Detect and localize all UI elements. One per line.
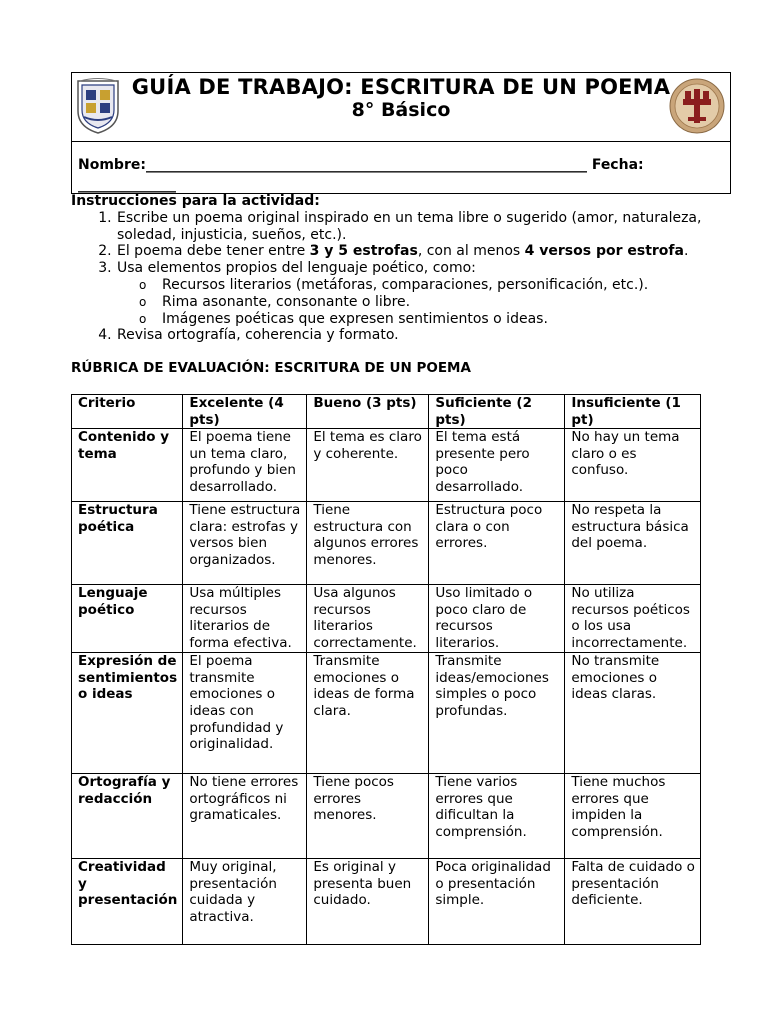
- criterion-cell: Creatividad y presentación: [72, 859, 183, 945]
- sub-item-3-text: Imágenes poéticas que expresen sentimientos o ideas.: [162, 310, 548, 327]
- table-row: [72, 429, 701, 502]
- rubric-table: [71, 394, 701, 945]
- header-cell: Criterio: [72, 395, 183, 429]
- table-row: [72, 585, 701, 653]
- rubric-cell: Poca originalidad o presentación simple.: [429, 859, 565, 945]
- sub-item-3: [139, 310, 731, 328]
- instruction-item-4: 4. Revisa ortografía, coherencia y formato.: [116, 327, 731, 344]
- rubric-cell: Transmite emociones o ideas de forma clara.: [307, 653, 429, 774]
- rubric-cell: No hay un tema claro o es confuso.: [565, 429, 701, 502]
- rubric-cell: No utiliza recursos poéticos o los usa incorrectamente.: [565, 585, 701, 653]
- rubric-cell: No transmite emociones o ideas claras.: [565, 653, 701, 774]
- rubric-cell: Uso limitado o poco claro de recursos literarios.: [429, 585, 565, 653]
- rubric-cell: Estructura poco clara o con errores.: [429, 502, 565, 585]
- instruction-item-1: 1. Escribe un poema original inspirado en un tema libre o sugerido (amor, naturaleza, soledad, injusticia, sueños, etc.).: [116, 210, 731, 244]
- rubric-cell: Usa múltiples recursos literarios de forma efectiva.: [183, 585, 307, 653]
- sub-item-2-text: Rima asonante, consonante o libre.: [162, 293, 411, 310]
- instruction-2-text-a: El poema debe tener entre: [117, 243, 310, 260]
- header-box: [71, 72, 731, 194]
- header-cell: Insuficiente (1 pt): [565, 395, 701, 429]
- instruction-item-3: [116, 260, 731, 327]
- rubric-cell: El poema transmite emociones o ideas con profundidad y originalidad.: [183, 653, 307, 774]
- rubric-cell: Tiene pocos errores menores.: [307, 774, 429, 859]
- table-row: [72, 859, 701, 945]
- rubric-cell: El tema es claro y coherente.: [307, 429, 429, 502]
- rubric-cell: El tema está presente pero poco desarrollado.: [429, 429, 565, 502]
- header-cell: Suficiente (2 pts): [429, 395, 565, 429]
- instruction-2-text-c: .: [683, 243, 689, 260]
- criterion-cell: Estructura poética: [72, 502, 183, 585]
- page-subtitle: 8° Básico: [351, 99, 451, 121]
- rubric-cell: Es original y presenta buen cuidado.: [307, 859, 429, 945]
- rubric-cell: Muy original, presentación cuidada y atractiva.: [183, 859, 307, 945]
- bullet-icon: o: [139, 294, 147, 309]
- rubric-cell: Tiene estructura clara: estrofas y versos bien organizados.: [183, 502, 307, 585]
- rubric-cell: Transmite ideas/emociones simples o poco profundas.: [429, 653, 565, 774]
- name-date-line: Nombre:_______________________________________________________________ Fecha: ______________: [78, 157, 644, 193]
- rubric-cell: No tiene errores ortográficos ni gramaticales.: [183, 774, 307, 859]
- rubric-cell: Falta de cuidado o presentación deficiente.: [565, 859, 701, 945]
- instructions-title: Instrucciones para la actividad:: [71, 193, 320, 209]
- instructions-section: [71, 193, 731, 344]
- rubric-cell: Usa algunos recursos literarios correctamente.: [307, 585, 429, 653]
- institution-seal-logo-icon: [668, 77, 726, 135]
- rubric-cell: Tiene varios errores que dificultan la comprensión.: [429, 774, 565, 859]
- instructions-list: [71, 210, 731, 344]
- instruction-3-text: Usa elementos propios del lenguaje poético, como:: [117, 260, 476, 277]
- instruction-sublist: [117, 277, 731, 327]
- instruction-2-stanzas: 3 y 5 estrofas: [309, 243, 418, 260]
- criterion-cell: Expresión de sentimientos o ideas: [72, 653, 183, 774]
- rubric-title: RÚBRICA DE EVALUACIÓN: ESCRITURA DE UN POEMA: [71, 360, 471, 376]
- page-title: GUÍA DE TRABAJO: ESCRITURA DE UN POEMA: [131, 75, 671, 99]
- criterion-cell: Ortografía y redacción: [72, 774, 183, 859]
- header-title-row: [72, 73, 730, 142]
- instruction-2-verses: 4 versos por estrofa: [524, 243, 684, 260]
- header-cell: Excelente (4 pts): [183, 395, 307, 429]
- rubric-cell: No respeta la estructura básica del poema.: [565, 502, 701, 585]
- rubric-cell: Tiene muchos errores que impiden la comprensión.: [565, 774, 701, 859]
- criterion-cell: Contenido y tema: [72, 429, 183, 502]
- header-cell: Bueno (3 pts): [307, 395, 429, 429]
- criterion-cell: Lenguaje poético: [72, 585, 183, 653]
- rubric-cell: El poema tiene un tema claro, profundo y bien desarrollado.: [183, 429, 307, 502]
- table-row: [72, 653, 701, 774]
- instruction-item-2: [116, 243, 731, 260]
- rubric-cell: Tiene estructura con algunos errores menores.: [307, 502, 429, 585]
- bullet-icon: o: [139, 277, 147, 292]
- sub-item-1-text: Recursos literarios (metáforas, comparaciones, personificación, etc.).: [162, 276, 649, 293]
- sub-item-1: [139, 276, 731, 294]
- bullet-icon: o: [139, 311, 147, 326]
- sub-item-2: [139, 293, 731, 311]
- table-row: [72, 502, 701, 585]
- table-row: [72, 774, 701, 859]
- instruction-2-text-b: , con al menos: [417, 243, 525, 260]
- rubric-header-row: [72, 395, 701, 429]
